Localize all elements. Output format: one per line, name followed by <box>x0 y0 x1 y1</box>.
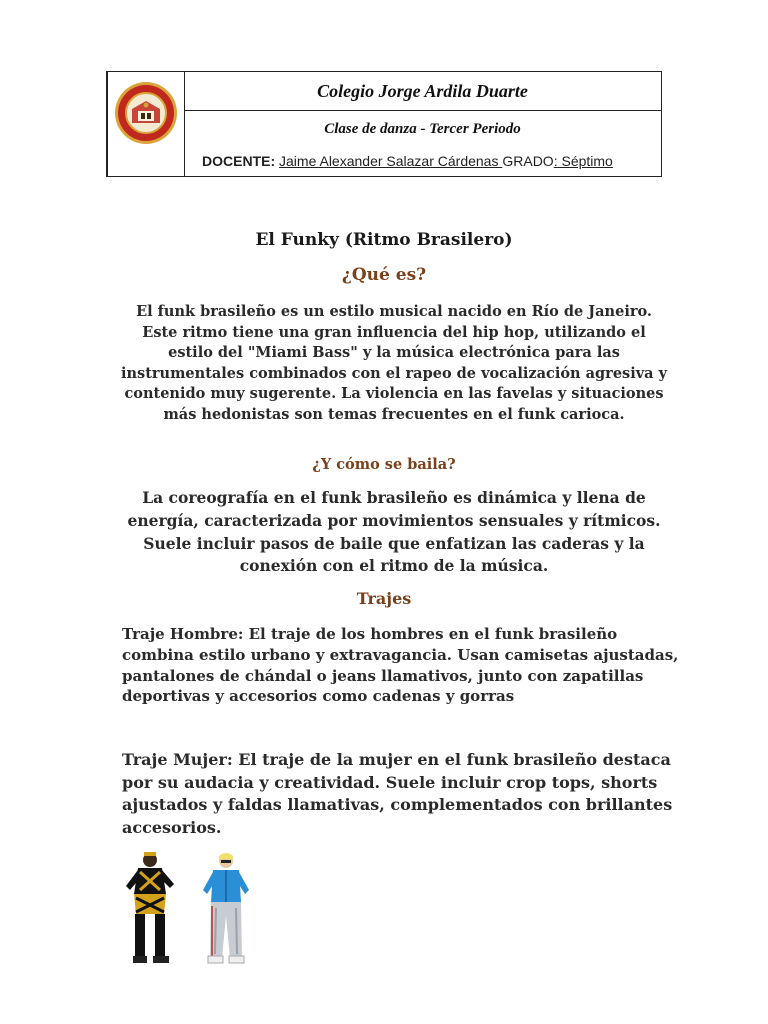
grado-label: GRADO <box>502 153 554 169</box>
traje-mujer-text: Traje Mujer: El traje de la mujer en el funk brasileño destaca por su audacia y creatividad. Suele incluir crop tops, shorts ajustados y faldas llamativas, complementados con brillantes accesorios. <box>122 750 673 837</box>
grado-value: Séptimo <box>557 153 613 169</box>
female-costume-figure <box>120 850 182 970</box>
document-title: El Funky (Ritmo Brasilero) <box>255 230 513 250</box>
traje-hombre-text: Traje Hombre: El traje de los hombres en el funk brasileño combina estilo urbano y extravagancia. Usan camisetas ajustadas, pantalones de chándal o jeans llamativos, junto con zapatillas deportivas y accesorios como cadenas y gorras <box>122 625 679 706</box>
section-heading-que-es: ¿Qué es? <box>341 265 427 285</box>
section-heading-trajes: Trajes <box>356 589 412 608</box>
logo-cell <box>108 72 185 176</box>
male-costume-figure <box>196 850 258 970</box>
docente-name: Jaime Alexander Salazar Cárdenas <box>279 153 503 169</box>
docente-label: DOCENTE: <box>202 153 276 169</box>
section-text-que-es: El funk brasileño es un estilo musical nacido en Río de Janeiro. Este ritmo tiene una gran influencia del hip hop, utilizando el estilo del "Miami Bass" y la música electrónica para las instrumentales combinados con el rapeo de vocalización agresiva y contenido muy sugerente. La violencia en las favelas y situaciones más hedonistas son temas frecuentes en el funk carioca. <box>120 303 668 423</box>
section-heading-como-se-baila: ¿Y cómo se baila? <box>312 456 456 473</box>
docente-line <box>202 153 613 169</box>
section-text-como-se-baila: La coreografía en el funk brasileño es dinámica y llena de energía, caracterizada por movimientos sensuales y rítmicos. Suele incluir pasos de baile que enfatizan las caderas y la conexión con el ritmo de la música. <box>127 488 661 576</box>
grado-separator: : <box>553 153 558 169</box>
school-seal-logo <box>114 81 178 145</box>
class-subtitle: Clase de danza - Tercer Periodo <box>324 121 521 137</box>
school-name: Colegio Jorge Ardila Duarte <box>184 72 661 111</box>
header-table <box>106 71 662 177</box>
subtitle-row <box>184 111 661 176</box>
